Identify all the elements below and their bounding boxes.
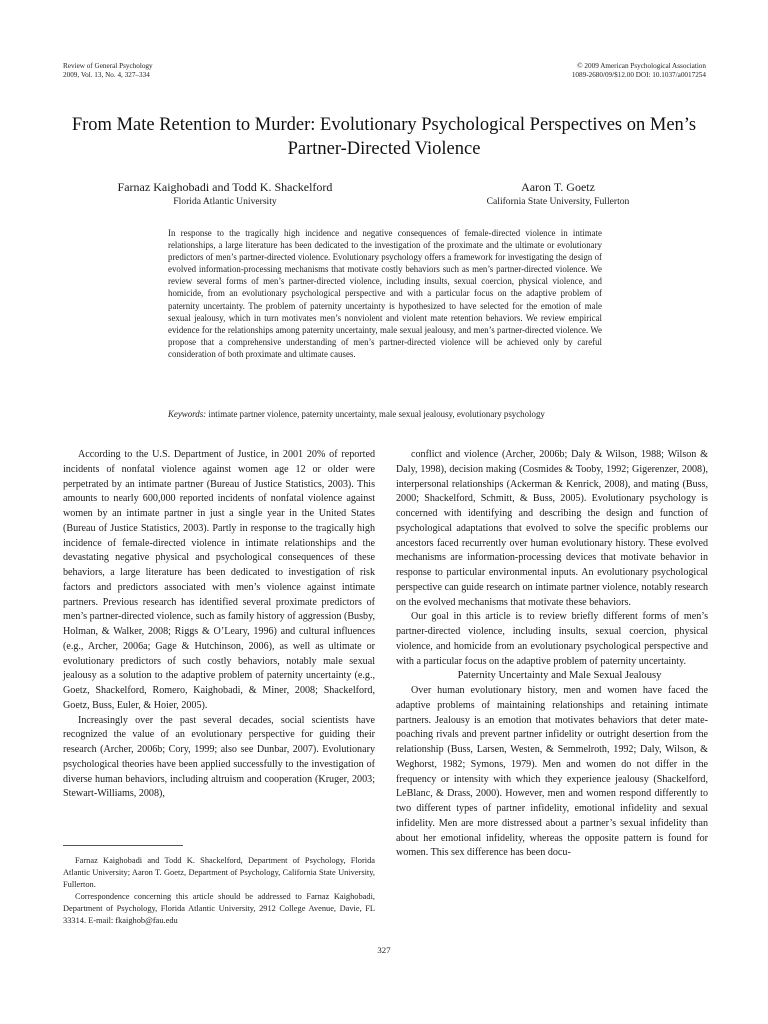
keywords bbox=[168, 408, 628, 420]
doi-info: 1089-2680/09/$12.00 DOI: 10.1037/a0017254 bbox=[571, 71, 706, 79]
running-header-right bbox=[572, 62, 706, 80]
keywords-label: Keywords: bbox=[168, 409, 207, 419]
keywords-text: intimate partner violence, paternity uncertainty, male sexual jealousy, evolutionary psychology bbox=[208, 409, 545, 419]
author-names-right: Aaron T. Goetz bbox=[521, 180, 595, 194]
journal-name: Review of General Psychology bbox=[63, 62, 153, 70]
copyright-notice: © 2009 American Psychological Association bbox=[577, 62, 706, 70]
author-note-paragraph: Correspondence concerning this article should be addressed to Farnaz Kaighobadi, Department of Psychology, Florida Atlantic University, 2912 College Avenue, Davie, FL 33314. E-mail: fkaighob@fau.edu bbox=[63, 892, 375, 926]
body-paragraph: Increasingly over the past several decades, social scientists have recognized the value of an evolutionary perspective for guiding their research (Archer, 2006b; Cory, 1999; also see Dunbar, 2007). Evolutionary psychological theories have been applied successfully to the investigation of diverse human behaviors, including altruism and cooperation (Kruger, 2003; Stewart-Williams, 2008), bbox=[63, 714, 375, 800]
running-header-left bbox=[63, 62, 153, 80]
author-note bbox=[63, 855, 375, 928]
author-block-right bbox=[408, 180, 708, 208]
volume-info: 2009, Vol. 13, No. 4, 327–334 bbox=[63, 71, 150, 79]
body-column-left bbox=[63, 448, 375, 802]
affiliation-left: Florida Atlantic University bbox=[173, 196, 277, 207]
article-title: From Mate Retention to Murder: Evolutionary Psychological Perspectives on Men’s Partner-Directed Violence bbox=[71, 115, 697, 159]
abstract: In response to the tragically high incidence and negative consequences of female-directed violence in intimate relationships, a large literature has been dedicated to the investigation of the proximate and the ultimate or evolutionary predictors of men’s partner-directed violence. Evolutionary psychology offers a framework for investigating the design of evolved information-processing mechanisms that motivate costly behaviors such as men’s partner-directed violence. We review several forms of men’s partner-directed violence, including insults, sexual coercion, physical violence, and homicide, from an evolutionary psychological perspective and with a particular focus on the adaptive problem of paternity uncertainty. The problem of paternity uncertainty is hypothesized to have selected for the emotion of male sexual jealousy, which in turn motivates men’s nonviolent and violent mate retention behaviors. We review empirical evidence for the relationships among paternity uncertainty, male sexual jealousy, and men’s partner-directed violence. We propose that a comprehensive understanding of men’s partner-directed violence will be achieved only by careful consideration of both proximate and ultimate causes. bbox=[168, 228, 602, 359]
page-number: 327 bbox=[377, 945, 391, 955]
section-heading: Paternity Uncertainty and Male Sexual Jealousy bbox=[457, 670, 662, 682]
author-names-left: Farnaz Kaighobadi and Todd K. Shackelford bbox=[117, 180, 333, 194]
author-block-left bbox=[60, 180, 390, 208]
body-paragraph: Our goal in this article is to review briefly different forms of men’s partner-directed violence, including insults, sexual coercion, physical violence, and homicide from an evolutionary psychological perspective and with a particular focus on the adaptive problem of paternity uncertainty. bbox=[396, 611, 708, 667]
body-paragraph: conflict and violence (Archer, 2006b; Daly & Wilson, 1988; Wilson & Daly, 1998), decision making (Cosmides & Tooby, 1992; Gigerenzer, 2008), interpersonal relationships (Ackerman & Kenrick, 2008), and mating (Buss, 2000; Shackelford, Schmitt, & Buss, 2005). Evolutionary psychology is concerned with identifying and describing the design and function of psychological adaptations that evolved to solve the specific problems our ancestors faced recurrently over human evolutionary history. These evolved mechanisms are information-processing devices that motivate behavior in response to particular environmental inputs. An evolutionary psychological perspective can guide research on intimate partner violence, notably research on the evolved mechanisms that motivate these behaviors. bbox=[396, 449, 708, 608]
author-note-paragraph: Farnaz Kaighobadi and Todd K. Shackelford, Department of Psychology, Florida Atlantic University; Aaron T. Goetz, Department of Psychology, California State University, Fullerton. bbox=[63, 856, 375, 890]
body-column-right bbox=[396, 448, 708, 861]
body-paragraph: According to the U.S. Department of Justice, in 2001 20% of reported incidents of nonfatal violence against women age 12 or older were perpetrated by an intimate partner (Bureau of Justice Statistics, 2003). This amounts to nearly 600,000 reported incidents of nonfatal violence against women by an intimate partner in just a single year in the United States (Bureau of Justice Statistics, 2003). Partly in response to the tragically high incidence of female-directed violence in intimate relationships and the devastating negative physical and psychological consequences of these behaviors, a large literature has been dedicated to investigation of risk factors and predictors associated with men’s violence against intimate partners. Previous research has identified several proximate predictors of men’s partner-directed violence, such as family history of aggression (Busby, Holman, & Walker, 2008; Riggs & O’Leary, 1996) and cultural influences (e.g., Archer, 2006a; Gage & Hutchinson, 2006), as well as ultimate or evolutionary predictors of such costly behaviors, notably male sexual jealousy as a solution to the adaptive problem of paternity uncertainty (e.g., Goetz, Shackelford, Romero, Kaighobadi, & Miner, 2008; Shackelford, Goetz, Buss, Euler, & Hoier, 2005). bbox=[63, 449, 375, 711]
footnote-divider bbox=[63, 845, 183, 846]
body-paragraph: Over human evolutionary history, men and women have faced the adaptive problems of maintaining relationships and retaining intimate partners. Jealousy is an emotion that motivates behaviors that deter mate-poaching rivals and prevent partner infidelity or outright desertion from the relationship (Buss, Larsen, Westen, & Semmelroth, 1992; Daly, Wilson, & Weghorst, 1982; Symons, 1979). Men and women do not differ in the frequency or intensity with which they experience jealousy (Shackelford, LeBlanc, & Drass, 2000). However, men and women respond differently to two different types of partner infidelity, emotional infidelity and sexual infidelity. Men are more distressed about a partner’s sexual infidelity than about her emotional infidelity, whereas the opposite pattern is found for women. This sex difference has been docu- bbox=[396, 685, 708, 859]
affiliation-right: California State University, Fullerton bbox=[486, 196, 630, 207]
